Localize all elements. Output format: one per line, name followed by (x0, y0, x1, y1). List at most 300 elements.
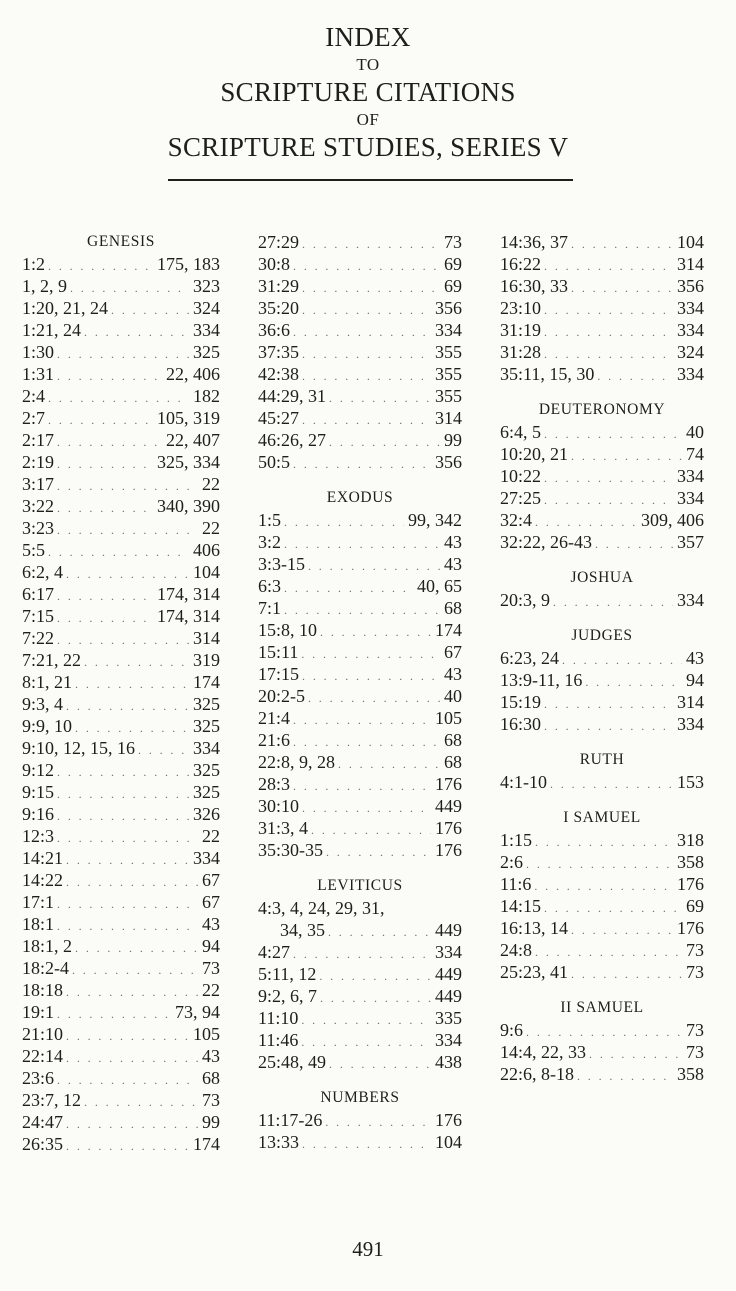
index-entry (22, 803, 220, 825)
dot-leader (57, 893, 198, 915)
page-refs: 314 (677, 692, 704, 712)
index-entry (500, 851, 704, 873)
dot-leader (293, 255, 440, 277)
index-entry (500, 509, 704, 531)
dot-leader (284, 599, 440, 621)
dot-leader (589, 1043, 682, 1065)
dot-leader (66, 695, 189, 717)
dot-leader (57, 629, 189, 651)
citation-ref: 7:15 (22, 606, 55, 626)
dot-leader (302, 277, 440, 299)
citation-ref: 3:3-15 (258, 554, 305, 574)
page-refs: 325 (193, 694, 220, 714)
citation-ref: 10:22 (500, 466, 542, 486)
dot-leader (535, 941, 682, 963)
citation-ref: 12:3 (22, 826, 55, 846)
index-entry (22, 1045, 220, 1067)
index-entry (22, 979, 220, 1001)
index-entry (22, 319, 220, 341)
page-refs: 73 (202, 958, 220, 978)
dot-leader (57, 805, 189, 827)
page-refs: 73 (686, 1042, 704, 1062)
index-entry-line (258, 897, 462, 919)
page-refs: 22, 406 (166, 364, 220, 384)
index-entry (22, 517, 220, 539)
dot-leader (571, 445, 682, 467)
page-refs: 43 (202, 914, 220, 934)
citation-ref: 5:11, 12 (258, 964, 317, 984)
dot-leader (284, 533, 440, 555)
page-refs: 358 (677, 1064, 704, 1084)
index-column-3 (500, 231, 704, 1085)
index-entry (500, 319, 704, 341)
citation-ref: 20:3, 9 (500, 590, 551, 610)
citation-ref: 14:22 (22, 870, 64, 890)
book-section (500, 625, 704, 735)
book-section (258, 231, 462, 473)
citation-ref: 3:23 (22, 518, 55, 538)
page-refs: 176 (435, 1110, 462, 1130)
book-section (500, 231, 704, 385)
dot-leader (329, 431, 440, 453)
page-refs: 182 (193, 386, 220, 406)
dot-leader (320, 621, 431, 643)
citation-ref: 4:1-10 (500, 772, 547, 792)
index-entry (500, 421, 704, 443)
dot-leader (57, 343, 189, 365)
book-heading: I SAMUEL (563, 809, 641, 826)
citation-ref: 2:6 (500, 852, 524, 872)
index-entry (500, 531, 704, 553)
page-refs: 334 (193, 848, 220, 868)
citation-ref: 25:23, 41 (500, 962, 569, 982)
page-refs: 449 (435, 964, 462, 984)
citation-ref: 7:22 (22, 628, 55, 648)
page-refs: 104 (435, 1132, 462, 1152)
dot-leader (293, 321, 431, 343)
index-entry (22, 693, 220, 715)
citation-ref: 16:22 (500, 254, 542, 274)
page-refs: 69 (444, 254, 462, 274)
page-refs: 314 (435, 408, 462, 428)
page-refs: 176 (435, 840, 462, 860)
dot-leader (138, 739, 189, 761)
dot-leader (544, 343, 673, 365)
dot-leader (66, 849, 189, 871)
page-refs: 319 (193, 650, 220, 670)
index-entry (258, 619, 462, 641)
page-refs: 449 (435, 796, 462, 816)
book-section (22, 231, 220, 1155)
page-refs: 43 (444, 532, 462, 552)
page-refs: 43 (444, 664, 462, 684)
index-entry (22, 671, 220, 693)
book-heading: EXODUS (326, 489, 394, 506)
index-entry (22, 429, 220, 451)
page-refs: 309, 406 (641, 510, 704, 530)
citation-ref: 11:17-26 (258, 1110, 323, 1130)
page-refs: 40 (444, 686, 462, 706)
dot-leader (57, 431, 162, 453)
index-entry (258, 297, 462, 319)
citation-ref: 32:4 (500, 510, 533, 530)
citation-ref: 25:48, 49 (258, 1052, 327, 1072)
citation-ref: 8:1, 21 (22, 672, 73, 692)
index-entry (258, 817, 462, 839)
citation-ref: 14:21 (22, 848, 64, 868)
index-entry (258, 663, 462, 685)
page-refs: 356 (677, 276, 704, 296)
dot-leader (550, 773, 673, 795)
page-refs: 356 (435, 298, 462, 318)
page-refs: 323 (193, 276, 220, 296)
page-refs: 318 (677, 830, 704, 850)
page-refs: 340, 390 (157, 496, 220, 516)
dot-leader (301, 1009, 431, 1031)
page-refs: 176 (677, 874, 704, 894)
index-entry (258, 231, 462, 253)
index-entry (22, 473, 220, 495)
index-entry (258, 985, 462, 1007)
book-section (258, 1087, 462, 1153)
citation-ref: 2:4 (22, 386, 46, 406)
dot-leader (84, 1091, 198, 1113)
index-entry (22, 363, 220, 385)
dot-leader (66, 1047, 198, 1069)
dot-leader (84, 321, 189, 343)
dot-leader (544, 423, 682, 445)
index-entry (500, 771, 704, 793)
dot-leader (544, 321, 673, 343)
index-entry (22, 451, 220, 473)
citation-ref: 3:17 (22, 474, 55, 494)
page-refs: 43 (444, 554, 462, 574)
dot-leader (57, 453, 153, 475)
page-refs: 334 (193, 320, 220, 340)
index-entry (258, 363, 462, 385)
index-entry (258, 575, 462, 597)
citation-ref: 24:47 (22, 1112, 64, 1132)
dot-leader (57, 761, 189, 783)
index-entry (22, 539, 220, 561)
dot-leader (66, 981, 198, 1003)
citation-ref: 13:33 (258, 1132, 300, 1152)
index-entry (500, 487, 704, 509)
dot-leader (308, 555, 440, 577)
citation-ref: 16:13, 14 (500, 918, 569, 938)
page-refs: 105, 319 (157, 408, 220, 428)
citation-ref: 36:6 (258, 320, 291, 340)
index-entry (500, 363, 704, 385)
page-refs: 355 (435, 364, 462, 384)
page-refs: 68 (202, 1068, 220, 1088)
page-refs: 22, 407 (166, 430, 220, 450)
dot-leader (544, 489, 673, 511)
book-section (500, 997, 704, 1085)
index-entry (258, 641, 462, 663)
page-refs: 73, 94 (175, 1002, 220, 1022)
citation-ref: 10:20, 21 (500, 444, 569, 464)
dot-leader (562, 649, 682, 671)
dot-leader (57, 915, 198, 937)
dot-leader (577, 1065, 673, 1087)
page-refs: 22 (202, 980, 220, 1000)
dot-leader (328, 921, 431, 943)
citation-ref: 3:2 (258, 532, 282, 552)
dot-leader (57, 585, 153, 607)
book-section (500, 399, 704, 553)
citation-ref: 6:3 (258, 576, 282, 596)
index-entry (500, 939, 704, 961)
page-refs: 94 (202, 936, 220, 956)
page-refs: 104 (677, 232, 704, 252)
citation-ref: 9:10, 12, 15, 16 (22, 738, 136, 758)
dot-leader (284, 577, 413, 599)
citation-ref: 3:22 (22, 496, 55, 516)
dot-leader (57, 519, 198, 541)
citation-ref: 22:14 (22, 1046, 64, 1066)
page-refs: 40, 65 (417, 576, 462, 596)
dot-leader (544, 693, 673, 715)
citation-ref: 28:3 (258, 774, 291, 794)
citation-ref: 18:2-4 (22, 958, 69, 978)
dot-leader (57, 783, 189, 805)
index-entry (258, 707, 462, 729)
page-refs: 334 (435, 942, 462, 962)
index-entry (500, 917, 704, 939)
dot-leader (293, 709, 431, 731)
citation-ref: 23:6 (22, 1068, 55, 1088)
citation-ref: 19:1 (22, 1002, 55, 1022)
citation-ref: 45:27 (258, 408, 300, 428)
dot-leader (66, 1025, 189, 1047)
citation-ref: 1:5 (258, 510, 282, 530)
dot-leader (293, 453, 431, 475)
page-refs: 43 (686, 648, 704, 668)
index-entry (258, 531, 462, 553)
index-entry (22, 1133, 220, 1155)
citation-ref: 35:30-35 (258, 840, 323, 860)
citation-ref: 4:27 (258, 942, 291, 962)
page-refs: 73 (202, 1090, 220, 1110)
citation-ref: 23:10 (500, 298, 542, 318)
page-refs: 73 (686, 940, 704, 960)
page-refs: 105 (435, 708, 462, 728)
page-refs: 334 (677, 714, 704, 734)
index-entry (22, 385, 220, 407)
book-heading: JOSHUA (570, 569, 634, 586)
index-entry (500, 443, 704, 465)
dot-leader (75, 673, 189, 695)
citation-ref: 17:1 (22, 892, 55, 912)
page-refs: 174, 314 (157, 606, 220, 626)
index-entry (500, 253, 704, 275)
dot-leader (84, 651, 189, 673)
page-number: 491 (352, 1237, 384, 1261)
citation-ref: 1, 2, 9 (22, 276, 67, 296)
index-entry (500, 873, 704, 895)
page-refs: 449 (435, 986, 462, 1006)
index-entry (500, 1063, 704, 1085)
page-refs: 325 (193, 716, 220, 736)
dot-leader (70, 277, 189, 299)
citation-ref: 44:29, 31 (258, 386, 327, 406)
page-refs: 176 (677, 918, 704, 938)
page-refs: 358 (677, 852, 704, 872)
book-section (500, 749, 704, 793)
dot-leader (293, 775, 431, 797)
dot-leader (595, 533, 673, 555)
book-heading: DEUTERONOMY (538, 401, 666, 418)
index-entry (22, 913, 220, 935)
dot-leader (48, 541, 189, 563)
index-entry (22, 781, 220, 803)
index-column-2 (258, 231, 462, 1153)
page-refs: 174 (193, 672, 220, 692)
citation-ref: 15:8, 10 (258, 620, 318, 640)
page-refs: 22 (202, 474, 220, 494)
page-refs: 326 (193, 804, 220, 824)
index-entry (22, 869, 220, 891)
page-refs: 99 (202, 1112, 220, 1132)
index-entry (500, 297, 704, 319)
page-refs: 334 (677, 364, 704, 384)
citation-ref: 6:2, 4 (22, 562, 64, 582)
citation-ref: 6:23, 24 (500, 648, 560, 668)
dot-leader (302, 365, 431, 387)
index-entry (500, 691, 704, 713)
page-refs: 22 (202, 826, 220, 846)
citation-ref: 14:4, 22, 33 (500, 1042, 587, 1062)
index-entry (258, 553, 462, 575)
citation-ref: 6:4, 5 (500, 422, 542, 442)
index-entry (22, 253, 220, 275)
citation-ref: 1:15 (500, 830, 533, 850)
index-entry (258, 597, 462, 619)
citation-ref: 2:7 (22, 408, 46, 428)
page-refs: 438 (435, 1052, 462, 1072)
index-entry (258, 407, 462, 429)
page-refs: 357 (677, 532, 704, 552)
index-entry (22, 495, 220, 517)
index-entry (258, 729, 462, 751)
dot-leader (326, 841, 431, 863)
dot-leader (585, 671, 682, 693)
index-entry (500, 1041, 704, 1063)
citation-ref: 1:30 (22, 342, 55, 362)
page-refs: 334 (193, 738, 220, 758)
dot-leader (302, 1133, 431, 1155)
citation-ref: 18:1, 2 (22, 936, 73, 956)
citation-ref: 6:17 (22, 584, 55, 604)
dot-leader (308, 687, 440, 709)
index-entry (22, 847, 220, 869)
index-entry (258, 1109, 462, 1131)
index-entry (500, 647, 704, 669)
dot-leader (57, 1069, 198, 1091)
citation-ref: 46:26, 27 (258, 430, 327, 450)
dot-leader (571, 233, 673, 255)
citation-ref: 23:7, 12 (22, 1090, 82, 1110)
index-entry (258, 451, 462, 473)
dot-leader (302, 665, 440, 687)
citation-ref-continued: 34, 35 (280, 920, 325, 940)
citation-ref: 35:11, 15, 30 (500, 364, 595, 384)
citation-ref: 24:8 (500, 940, 533, 960)
index-entry (258, 1051, 462, 1073)
index-entry (258, 963, 462, 985)
citation-ref: 31:28 (500, 342, 542, 362)
page-refs: 68 (444, 730, 462, 750)
index-entry (22, 1111, 220, 1133)
dot-leader (301, 1031, 431, 1053)
dot-leader (48, 255, 153, 277)
page-refs: 325 (193, 342, 220, 362)
citation-ref: 18:18 (22, 980, 64, 1000)
dot-leader (571, 963, 682, 985)
title-to: TO (356, 55, 380, 74)
citation-ref: 9:6 (500, 1020, 524, 1040)
dot-leader (534, 875, 673, 897)
citation-ref: 14:36, 37 (500, 232, 569, 252)
index-entry (258, 341, 462, 363)
dot-leader (338, 753, 440, 775)
citation-ref: 2:19 (22, 452, 55, 472)
index-entry (500, 589, 704, 611)
page-refs: 335 (435, 1008, 462, 1028)
page-refs: 68 (444, 598, 462, 618)
index-entry (22, 759, 220, 781)
citation-ref: 27:25 (500, 488, 542, 508)
index-entry (22, 297, 220, 319)
citation-ref: 9:2, 6, 7 (258, 986, 318, 1006)
page-refs: 334 (435, 320, 462, 340)
dot-leader (526, 853, 673, 875)
index-entry (22, 935, 220, 957)
index-entry (258, 941, 462, 963)
citation-ref: 11:6 (500, 874, 532, 894)
dot-leader (544, 897, 682, 919)
dot-leader (302, 233, 440, 255)
citation-ref: 37:35 (258, 342, 300, 362)
page-refs: 176 (435, 774, 462, 794)
book-heading: II SAMUEL (560, 999, 644, 1016)
page-refs: 74 (686, 444, 704, 464)
citation-ref: 11:10 (258, 1008, 299, 1028)
page-refs: 176 (435, 818, 462, 838)
index-entry (22, 1023, 220, 1045)
index-entry (258, 839, 462, 861)
page-refs: 324 (677, 342, 704, 362)
citation-ref: 11:46 (258, 1030, 299, 1050)
dot-leader (72, 959, 198, 981)
page-refs: 153 (677, 772, 704, 792)
dot-leader (302, 797, 431, 819)
citation-ref: 22:8, 9, 28 (258, 752, 336, 772)
dot-leader (571, 919, 673, 941)
dot-leader (597, 365, 673, 387)
book-heading: RUTH (579, 751, 625, 768)
page-refs: 325 (193, 782, 220, 802)
page-refs: 105 (193, 1024, 220, 1044)
book-section (258, 875, 462, 1073)
index-entry (500, 465, 704, 487)
citation-ref: 16:30, 33 (500, 276, 569, 296)
title-scripture-citations: SCRIPTURE CITATIONS (220, 77, 516, 107)
index-entry (258, 319, 462, 341)
citation-ref: 1:2 (22, 254, 46, 274)
citation-ref: 1:31 (22, 364, 55, 384)
